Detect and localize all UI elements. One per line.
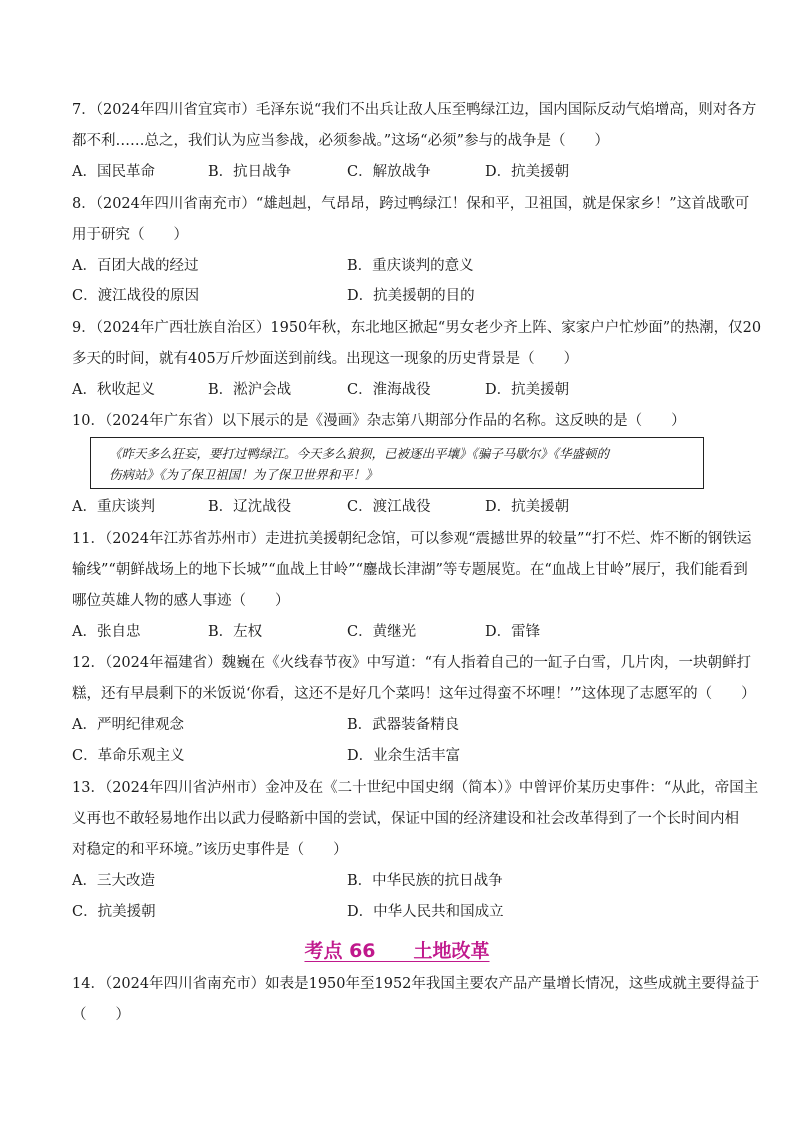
section-heading-text: 考点 66 土地改革 [304,940,490,962]
question-13-stem: 13．（2024年四川省泸州市）金冲及在《二十世纪中国史纲（简本）》中曾评价某历史事件：“从此，帝国主 [72,780,759,796]
question-11-stem-cont-2: 哪位英雄人物的感人事迹（ ） [72,593,290,609]
question-9-option-b: B．淞沪会战 [208,382,292,398]
question-8-stem: 8．（2024年四川省南充市）“雄赳赳，气昂昂，跨过鸭绿江！保和平，卫祖国，就是保家乡！”这首战歌可 [72,196,750,212]
question-10-material-line-2: 伤病站》《为了保卫祖国！为了保卫世界和平！》 [109,467,378,482]
question-10-option-b: B．辽沈战役 [208,499,292,515]
question-7-stem-cont: 都不利……总之，我们认为应当参战，必须参战。”这场“必须”参与的战争是（ ） [72,133,609,149]
question-7-stem: 7．（2024年四川省宜宾市）毛泽东说“我们不出兵让敌人压至鸭绿江边，国内国际反动气焰增高，则对各方 [72,102,757,118]
question-14-stem: 14．（2024年四川省南充市）如表是1950年至1952年我国主要农产品产量增长情况，这些成就主要得益于 [72,976,760,992]
question-10-option-a: A．重庆谈判 [72,499,155,515]
question-7-option-c: C．解放战争 [347,164,431,180]
question-11-option-b: B．左权 [208,624,263,640]
question-9-stem-cont: 多天的时间，就有405万斤炒面送到前线。出现这一现象的历史背景是（ ） [72,351,579,367]
question-12-option-c: C．革命乐观主义 [72,748,185,764]
question-12-stem-cont: 糕，还有早晨剩下的米饭说‘你看，这还不是好几个菜吗！这年过得蛮不坏哩！’”这体现了志愿军的（ ） [72,686,756,702]
section-heading [0,936,794,963]
question-8-option-c: C．渡江战役的原因 [72,288,200,304]
question-9-option-c: C．淮海战役 [347,382,431,398]
question-13-option-c: C．抗美援朝 [72,904,156,920]
question-10-material-box [90,437,704,489]
question-11-stem-cont: 输线”“朝鲜战场上的地下长城”“血战上甘岭”“鏖战长津湖”等专题展览。在“血战上甘岭”展厅，我们能看到 [72,562,748,578]
question-13-stem-cont-2: 对稳定的和平环境。”该历史事件是（ ） [72,842,348,858]
question-10-option-d: D．抗美援朝 [485,499,570,515]
question-12-option-b: B．武器装备精良 [347,717,460,733]
question-9-option-d: D．抗美援朝 [485,382,570,398]
question-12-stem: 12．（2024年福建省）魏巍在《火线春节夜》中写道：“有人指着自己的一缸子白雪，几片肉，一块朝鲜打 [72,655,752,671]
question-13-option-b: B．中华民族的抗日战争 [347,873,503,889]
question-8-option-a: A．百团大战的经过 [72,258,199,274]
question-11-option-d: D．雷锋 [485,624,541,640]
question-10-material-line-1: 《昨天多么狂妄，要打过鸭绿江。今天多么狼狈，已被逐出平壤》《骗子马歇尔》《华盛顿的 [109,446,610,461]
question-7-option-a: A．国民革命 [72,164,155,180]
question-10-option-c: C．渡江战役 [347,499,431,515]
question-7-option-b: B．抗日战争 [208,164,292,180]
question-8-option-d: D．抗美援朝的目的 [347,288,475,304]
question-13-stem-cont: 义再也不敢轻易地作出以武力侵略新中国的尝试，保证中国的经济建设和社会改革得到了一个长时间内相 [72,811,739,827]
question-8-option-b: B．重庆谈判的意义 [347,258,474,274]
question-9-option-a: A．秋收起义 [72,382,155,398]
question-12-option-a: A．严明纪律观念 [72,717,184,733]
question-8-stem-cont: 用于研究（ ） [72,227,188,243]
question-11-stem: 11．（2024年江苏省苏州市）走进抗美援朝纪念馆，可以参观“震撼世界的较量”“打不烂、炸不断的钢铁运 [72,531,752,547]
question-13-option-d: D．中华人民共和国成立 [347,904,504,920]
question-11-option-a: A．张自忠 [72,624,141,640]
question-9-stem: 9．（2024年广西壮族自治区）1950年秋，东北地区掀起“男女老少齐上阵、家家户户忙炒面”的热潮，仅20 [72,320,762,336]
question-10-stem: 10．（2024年广东省）以下展示的是《漫画》杂志第八期部分作品的名称。这反映的是（ ） [72,413,686,429]
question-11-option-c: C．黄继光 [347,624,417,640]
question-14-stem-cont: （ ） [72,1007,130,1023]
question-7-option-d: D．抗美援朝 [485,164,570,180]
question-12-option-d: D．业余生活丰富 [347,748,461,764]
question-13-option-a: A．三大改造 [72,873,155,889]
